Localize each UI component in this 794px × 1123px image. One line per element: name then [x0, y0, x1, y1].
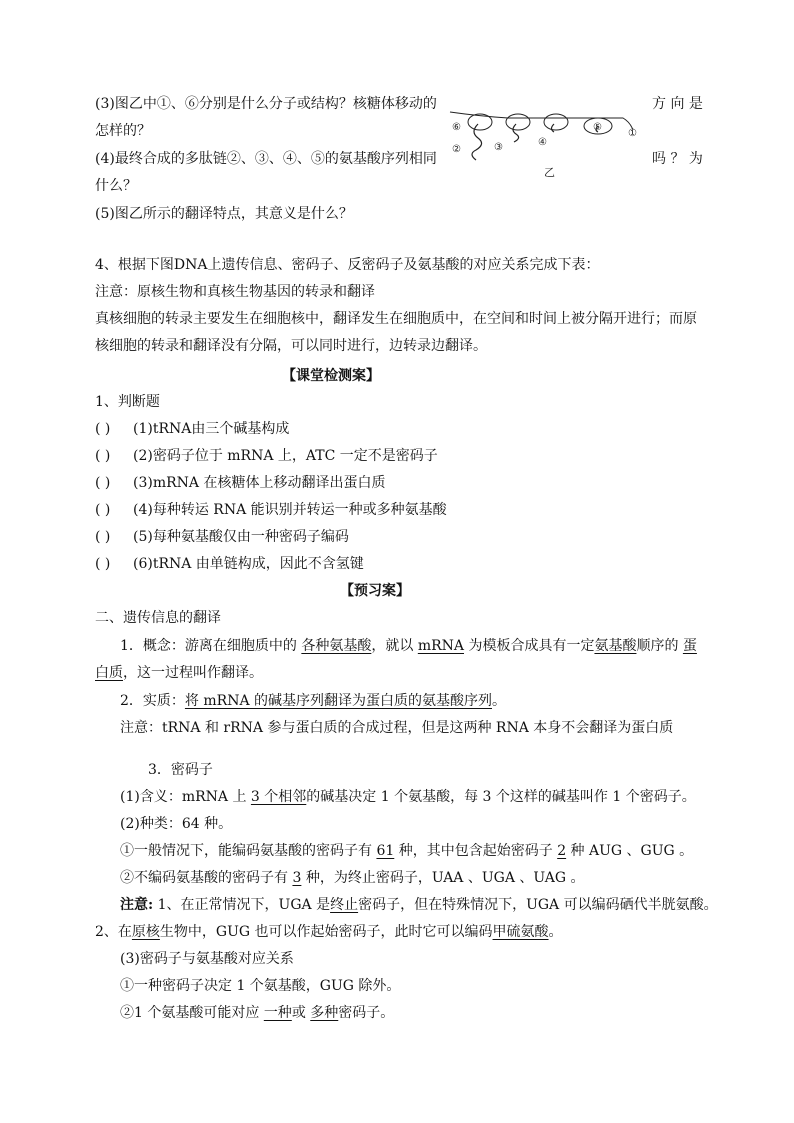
mrna-strand: [450, 112, 633, 130]
figure-caption: 乙: [544, 166, 555, 179]
codon-types: (2)种类：64 种。: [120, 816, 233, 832]
note-rna: 注意：tRNA 和 rRNA 参与蛋白质的合成过程，但是这两种 RNA 本身不会翻译为蛋白质: [120, 720, 674, 736]
judge-bracket[interactable]: ( ): [95, 475, 111, 491]
judge-item: (3)mRNA 在核糖体上移动翻译出蛋白质: [133, 475, 386, 491]
q4-text: (4)最终合成的多肽链②、③、④、⑤的氨基酸序列相同: [95, 151, 437, 167]
codon-note-2: 2、在原核生物中，GUG 也可以作起始密码子，此时它可以编码甲硫氨酸。: [95, 924, 563, 940]
judge-item: (5)每种氨基酸仅由一种密码子编码: [133, 529, 349, 545]
codon-note-1: 注意: 1、在正常情况下，UGA 是终止密码子，但在特殊情况下，UGA 可以编码硒代半胱氨酸。: [120, 897, 718, 913]
q3-text: (3)图乙中①、⑥分别是什么分子或结构？核糖体移动的: [95, 96, 437, 112]
q4-text-line2: 什么？: [95, 178, 137, 194]
label-3: ③: [494, 142, 503, 153]
judge-item: (1)tRNA由三个碱基构成: [133, 421, 290, 437]
ribosome-1: [468, 114, 492, 130]
codon-title: 3．密码子: [148, 762, 213, 778]
q3-text-line2: 怎样的？: [95, 123, 151, 139]
label-2: ②: [452, 144, 461, 155]
part-2-title: 二、遗传信息的翻译: [95, 610, 221, 626]
judge-item: (4)每种转运 RNA 能识别并转运一种或多种氨基酸: [133, 502, 447, 518]
item-4-text: 4、根据下图DNA上遗传信息、密码子、反密码子及氨基酸的对应关系完成下表：: [95, 257, 600, 273]
label-4: ④: [538, 137, 547, 148]
codon-types-2: ②不编码氨基酸的密码子有 3 种，为终止密码子，UAA 、UGA 、UAG 。: [120, 870, 585, 886]
label-5: ⑤: [593, 122, 602, 133]
codon-meaning: (1)含义：mRNA 上 3 个相邻的碱基决定 1 个氨基酸，每 3 个这样的碱基叫作 1 个密码子。: [120, 789, 696, 805]
judge-bracket[interactable]: ( ): [95, 556, 111, 572]
concept-line2: 白质，这一过程叫作翻译。: [95, 665, 263, 681]
ribosome-2: [506, 114, 530, 130]
judge-item: (6)tRNA 由单链构成，因此不含氢键: [133, 556, 364, 572]
peptide-chain-4: [552, 124, 555, 132]
note-transcription-line2: 核细胞的转录和翻译没有分隔，可以同时进行，边转录边翻译。: [95, 338, 487, 354]
relation-title: (3)密码子与氨基酸对应关系: [120, 951, 294, 967]
judge-item: (2)密码子位于 mRNA 上，ATC 一定不是密码子: [133, 448, 438, 464]
q5-text: (5)图乙所示的翻译特点，其意义是什么？: [95, 206, 353, 222]
concept-line1: 1．概念：游离在细胞质中的 各种氨基酸，就以 mRNA 为模板合成具有一定氨基酸顺序的 蛋: [120, 638, 697, 654]
note-transcription-title: 注意：原核生物和真核生物基因的转录和翻译: [95, 284, 375, 300]
judge-bracket[interactable]: ( ): [95, 421, 111, 437]
ribosome-3: [544, 114, 568, 130]
q3-text-right: 方 向 是: [652, 96, 703, 112]
section-heading-test: 【课堂检测案】: [282, 368, 380, 384]
section-heading-preview: 【预习案】: [340, 583, 410, 599]
polyribosome-figure: [448, 100, 648, 180]
judge-bracket[interactable]: ( ): [95, 448, 111, 464]
judge-bracket[interactable]: ( ): [95, 502, 111, 518]
note-transcription-line1: 真核细胞的转录主要发生在细胞核中，翻译发生在细胞质中，在空间和时间上被分隔开进行；而原: [95, 311, 697, 327]
relation-2: ②1 个氨基酸可能对应 一种或 多种密码子。: [120, 1005, 395, 1021]
peptide-chain-3: [513, 124, 519, 142]
label-1: ①: [628, 128, 637, 139]
judge-bracket[interactable]: ( ): [95, 529, 111, 545]
judge-title: 1、判断题: [95, 394, 160, 410]
label-6: ⑥: [452, 122, 461, 133]
relation-1: ①一种密码子决定 1 个氨基酸，GUG 除外。: [120, 978, 401, 994]
essence-line: 2．实质：将 mRNA 的碱基序列翻译为蛋白质的氨基酸序列。: [120, 693, 506, 709]
codon-types-1: ①一般情况下，能编码氨基酸的密码子有 61 种，其中包含起始密码子 2 种 AUG 、GUG 。: [120, 843, 694, 859]
q4-text-right: 吗 ？ 为: [652, 151, 703, 167]
